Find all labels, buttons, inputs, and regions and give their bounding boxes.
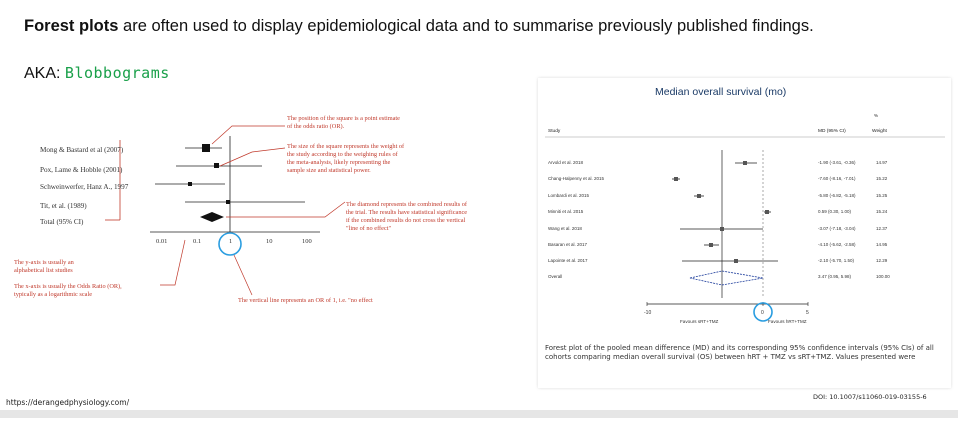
headline-rest: are often used to display epidemiological data and to summarise previously published findings. (118, 17, 814, 35)
annotation-y-axis-2: alphabetical list studies (14, 267, 73, 274)
study-label-3: Schweinwerfer, Hanz A., 1997 (40, 183, 129, 191)
right-plot-title: Median overall survival (mo) (655, 86, 787, 98)
annotation-diamond-1: The diamond represents the combined results of (346, 201, 468, 208)
right-md-7: -2.10 (-5.70, 1.50) (818, 258, 855, 263)
right-x-tick-zero: 0 (761, 310, 764, 316)
right-x-label-right: Favours hRT+TMZ (768, 319, 807, 324)
right-weight-5: 12.37 (876, 226, 888, 231)
right-row-2 (548, 176, 888, 181)
study-label-4: Tit, et al. (1989) (40, 202, 87, 210)
annotation-diamond-3: if the combined results do not cross the vertical (346, 217, 466, 224)
col-study-header: Study (548, 129, 561, 134)
annotation-square-size-2: the study according to the weighing rules of (287, 151, 398, 158)
annotation-square-position-2: of the odds ratio (OR). (287, 123, 345, 130)
right-study-6: Basaran et al. 2017 (548, 242, 588, 247)
study-label-2: Pox, Lame & Hobble (2001) (40, 166, 123, 174)
col-pct-header: % (874, 113, 879, 118)
annotation-square-position-1: The position of the square is a point estimate (287, 115, 400, 122)
right-study-1: Arvold et al. 2018 (548, 160, 584, 165)
annotation-square-size-4: sample size and statistical power. (287, 167, 371, 174)
annotation-diamond-4: "line of no effect" (346, 225, 392, 232)
right-study-overall: Overall (548, 274, 563, 279)
doi-reference: DOI: 10.1007/s11060-019-03155-6 (813, 393, 927, 401)
right-md-4: 0.59 (0.30, 1.00) (818, 209, 852, 214)
x-tick-0.01: 0.01 (156, 238, 168, 245)
right-study-5: Wang et al. 2018 (548, 226, 582, 231)
right-row-5 (548, 226, 888, 231)
right-weight-7: 12.29 (876, 258, 888, 263)
aka-label: AKA: (24, 65, 61, 82)
right-md-overall: 3.47 (0.95, 5.98) (818, 274, 852, 279)
annotation-y-axis-1: The y-axis is usually an (14, 259, 74, 266)
x-tick-1: 1 (229, 238, 233, 245)
right-md-1: -1.90 (-3.61, -0.36) (818, 160, 856, 165)
source-url: https://derangedphysiology.com/ (6, 398, 130, 407)
right-x-label-left: Favours sRT+TMZ (680, 319, 719, 324)
right-study-4: Minniti et al. 2015 (548, 209, 584, 214)
aka-word: Blobbograms (64, 64, 170, 82)
right-row-4 (548, 209, 888, 214)
x-tick-10: 10 (266, 238, 273, 245)
right-x-tick-right: 5 (806, 310, 809, 316)
annotation-diamond-2: the trial. The results have statistical significance (346, 209, 468, 216)
right-row-7 (548, 258, 888, 263)
right-row-1 (548, 160, 888, 165)
right-md-3: -5.80 (-6.82, -5.18) (818, 193, 856, 198)
right-weight-4: 15.24 (876, 209, 888, 214)
right-weight-overall: 100.00 (876, 274, 890, 279)
right-md-6: -4.10 (-5.62, -2.58) (818, 242, 856, 247)
annotation-square-size-3: the meta-analysis, likely representing the (287, 159, 391, 166)
right-weight-6: 14.95 (876, 242, 888, 247)
right-x-tick-left: -10 (644, 310, 652, 316)
right-row-overall (548, 271, 890, 285)
right-study-3: Lombardi et al. 2015 (548, 193, 590, 198)
right-study-7: Lapointe et al. 2017 (548, 258, 588, 263)
right-study-2: Chang-Halpenny et al. 2015 (548, 176, 605, 181)
annotation-x-axis-1: The x-axis is usually the Odds Ratio (OR), (14, 283, 122, 290)
right-md-2: -7.60 (-8.16, -7.01) (818, 176, 856, 181)
overall-diamond (690, 271, 763, 285)
right-row-3 (548, 193, 888, 198)
annotation-square-size-1: The size of the square represents the weight of (287, 143, 405, 150)
right-plot-caption: Forest plot of the pooled mean difference (MD) and its corresponding 95% confidence intervals (95% CIs) of all cohorts comparing median overall survival (OS) between hRT + TMZ vs sRT+TMZ. Values presented were (545, 344, 934, 361)
right-md-5: -3.07 (-7.18, -3.04) (818, 226, 856, 231)
study-label-1: Mong & Bastard et al (2007) (40, 146, 124, 154)
x-tick-0.1: 0.1 (193, 238, 202, 245)
bottom-bar (0, 410, 958, 418)
col-weight-header: Weight (872, 129, 887, 134)
right-weight-2: 15.22 (876, 176, 888, 181)
col-md-header: MD (95% CI) (818, 129, 846, 134)
annotation-x-axis-2: typically as a logarithmic scale (14, 291, 92, 298)
right-weight-1: 14.97 (876, 160, 888, 165)
headline-bold: Forest plots (24, 17, 119, 35)
right-row-6 (548, 242, 888, 247)
right-weight-3: 15.25 (876, 193, 888, 198)
study-label-total: Total (95% CI) (40, 218, 84, 226)
annotation-vertical-line: The vertical line represents an OR of 1, i.e. "no effect (238, 297, 373, 304)
x-tick-100: 100 (302, 238, 312, 245)
